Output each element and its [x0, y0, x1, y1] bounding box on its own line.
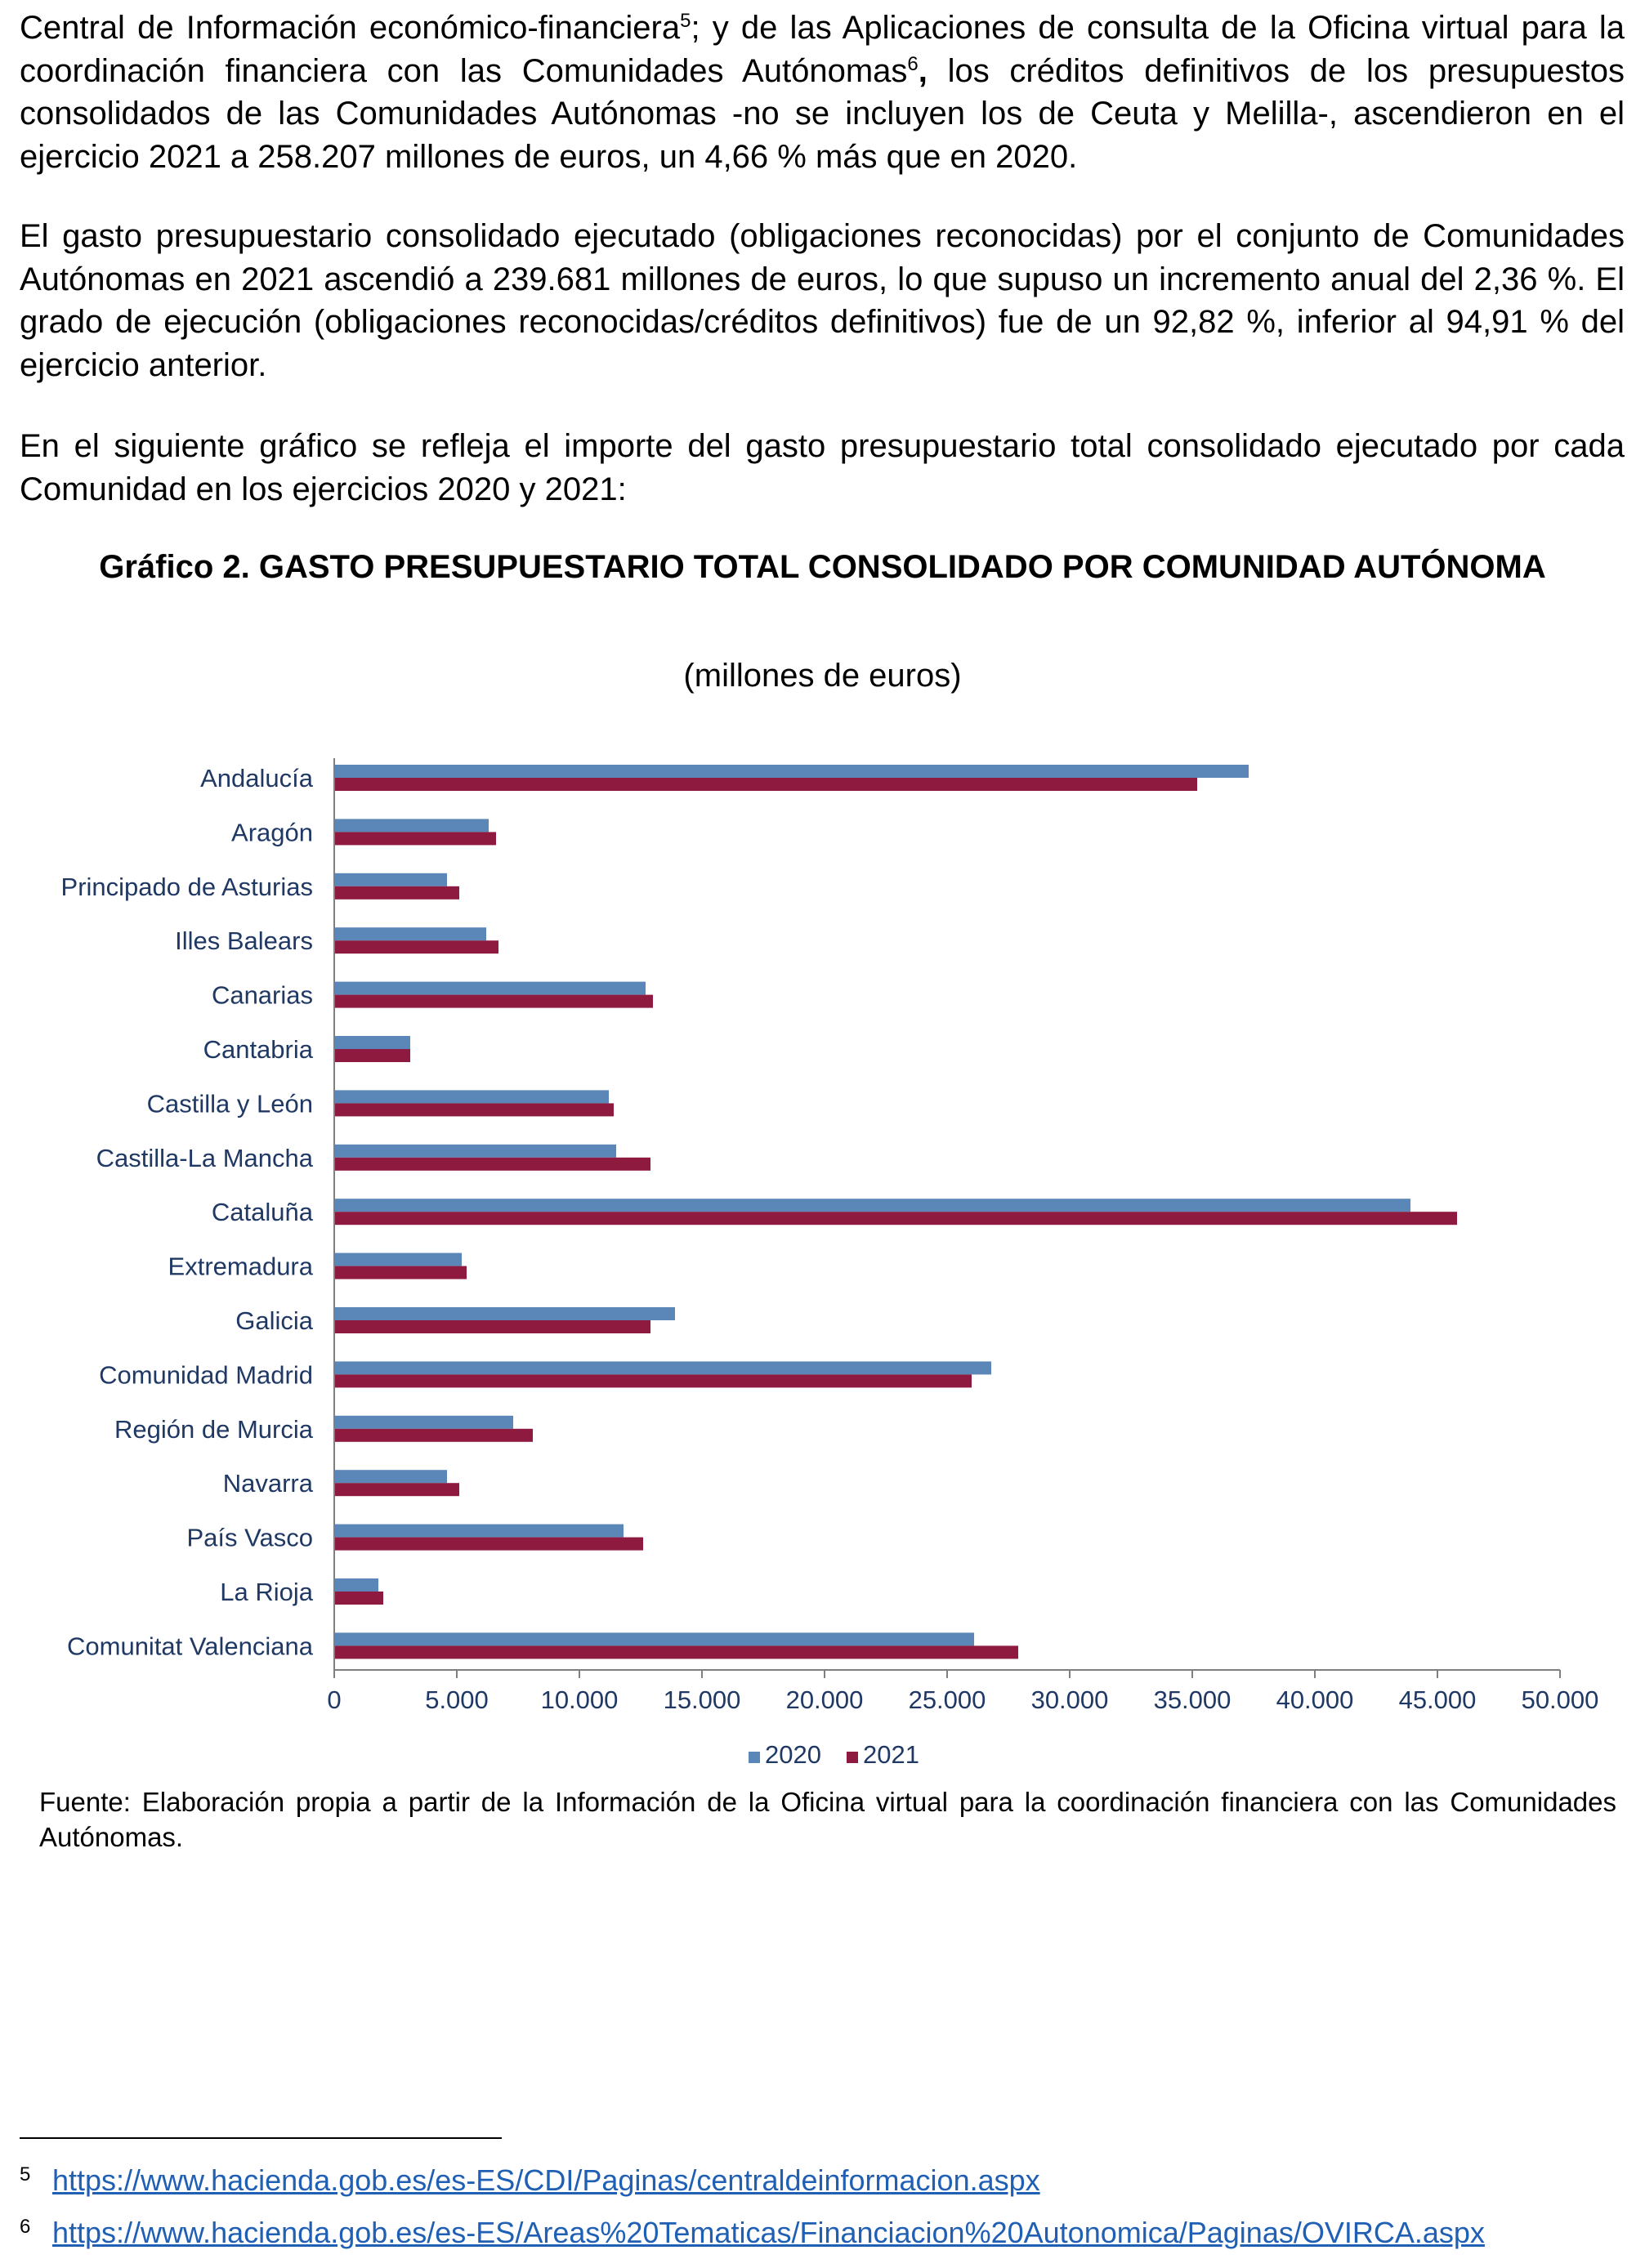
category-label: Castilla y León	[146, 1089, 313, 1118]
category-label: Aragón	[231, 818, 313, 847]
bar-2020	[334, 1253, 462, 1266]
bar-2020	[334, 1578, 378, 1592]
bar-2021	[334, 1158, 650, 1171]
bar-2020	[334, 819, 489, 832]
category-label: Extremadura	[168, 1252, 313, 1281]
paragraph-1	[20, 7, 1625, 178]
bar-2020	[334, 982, 646, 995]
bar-2020	[334, 1307, 675, 1320]
x-tick-label: 20.000	[785, 1685, 864, 1714]
bar-2021	[334, 1429, 533, 1442]
category-label: Illes Balears	[175, 926, 313, 956]
paragraph-1-comma: ,	[918, 52, 928, 89]
bar-2020	[334, 1632, 974, 1645]
x-tick-label: 40.000	[1276, 1685, 1354, 1714]
bar-2021	[334, 1592, 383, 1605]
footnote-ref-5[interactable]: 5	[680, 10, 691, 32]
category-label: País Vasco	[186, 1523, 313, 1552]
bar-2020	[334, 1361, 991, 1374]
bar-2020	[334, 1525, 624, 1538]
bar-2021	[334, 1049, 410, 1062]
bar-chart	[0, 719, 1645, 1781]
footnote-number: 6	[20, 2216, 31, 2238]
category-label: Cantabria	[203, 1035, 313, 1064]
bar-2020	[334, 873, 447, 886]
footnote-6	[20, 2209, 1485, 2251]
bar-2020	[334, 1416, 513, 1429]
bar-2021	[334, 832, 496, 845]
footnote-ref-6[interactable]: 6	[907, 52, 919, 75]
x-tick-label: 0	[327, 1685, 342, 1714]
bar-2020	[334, 1470, 447, 1483]
bar-2021	[334, 940, 498, 953]
category-label: Comunitat Valenciana	[67, 1632, 313, 1661]
x-tick-label: 45.000	[1398, 1685, 1477, 1714]
paragraph-1-text-d: los créditos definitivos de los presupuestos consolidados de las Comunidades Autónomas -no se incluyen los de Ceuta y Melilla-, ascendieron en el ejercicio 2021 a 258.207 millones de euros, un 4,66 % más que en 2020.	[20, 52, 1625, 175]
category-label: Cataluña	[211, 1198, 313, 1227]
legend-swatch-2021	[847, 1752, 858, 1763]
category-label: Andalucía	[200, 764, 313, 792]
x-tick-label: 50.000	[1521, 1685, 1599, 1714]
bar-2021	[334, 995, 653, 1008]
paragraph-1-text-b: ; y de las Aplicaciones de consulta de la Oficina virtual para la coordinación financiera con las Comunidades Autónomas	[20, 10, 1625, 89]
footnote-link[interactable]: https://www.hacienda.gob.es/es-ES/CDI/Paginas/centraldeinformacion.aspx	[52, 2163, 1040, 2197]
chart-subtitle: (millones de euros)	[683, 658, 962, 694]
category-label: Región de Murcia	[114, 1414, 313, 1444]
chart-title: Gráfico 2. GASTO PRESUPUESTARIO TOTAL CONSOLIDADO POR COMUNIDAD AUTÓNOMA	[99, 549, 1546, 585]
category-label: Principado de Asturias	[60, 872, 313, 901]
bar-2021	[334, 886, 459, 900]
legend-swatch-2020	[749, 1752, 760, 1763]
footnote-number: 5	[20, 2163, 31, 2185]
x-tick-label: 15.000	[663, 1685, 741, 1714]
x-tick-label: 5.000	[425, 1685, 489, 1714]
category-label: La Rioja	[220, 1578, 313, 1606]
category-label: Castilla-La Mancha	[96, 1143, 313, 1172]
legend-label-2021: 2021	[863, 1740, 919, 1769]
category-label: Comunidad Madrid	[99, 1360, 313, 1390]
source-note: Fuente: Elaboración propia a partir de la Información de la Oficina virtual para la coordinación financiera con las Comunidades Autónomas.	[39, 1787, 1616, 1852]
paragraph-1-text-a: Central de Información económico-financiera	[20, 10, 681, 46]
category-label: Galicia	[235, 1306, 313, 1335]
category-label: Canarias	[211, 980, 313, 1010]
bar-2020	[334, 1145, 616, 1158]
bar-2021	[334, 1103, 614, 1116]
x-tick-label: 25.000	[908, 1685, 986, 1714]
paragraph-2: El gasto presupuestario consolidado ejecutado (obligaciones reconocidas) por el conjunto de Comunidades Autónomas en 2021 ascendió a 239.681 millones de euros, lo que supuso un incremento anual del 2,36 %. El grado de ejecución (obligaciones reconocidas/créditos definitivos) fue de un 92,82 %, inferior al 94,91 % del ejercicio anterior.	[20, 218, 1625, 383]
bar-2021	[334, 1266, 467, 1279]
x-tick-label: 35.000	[1153, 1685, 1232, 1714]
category-label: Navarra	[222, 1469, 313, 1498]
bar-2020	[334, 765, 1249, 778]
bar-2021	[334, 1320, 650, 1333]
bar-2021	[334, 1483, 459, 1496]
paragraph-3: En el siguiente gráfico se refleja el importe del gasto presupuestario total consolidado ejecutado por cada Comunidad en los ejercicios 2020 y 2021:	[20, 428, 1625, 507]
legend-label-2020: 2020	[765, 1740, 821, 1769]
bar-2021	[334, 1538, 643, 1551]
bar-2021	[334, 1212, 1457, 1225]
x-tick-label: 10.000	[540, 1685, 619, 1714]
bar-2021	[334, 778, 1197, 791]
footnote-link[interactable]: https://www.hacienda.gob.es/es-ES/Areas%20Tematicas/Financiacion%20Autonomica/Paginas/OVIRCA.aspx	[52, 2216, 1485, 2249]
bar-2021	[334, 1374, 972, 1387]
bar-2020	[334, 927, 486, 940]
bar-2021	[334, 1645, 1018, 1659]
bar-2020	[334, 1199, 1410, 1212]
footnote-separator	[20, 2137, 502, 2139]
footnote-5	[20, 2157, 1040, 2199]
x-tick-label: 30.000	[1030, 1685, 1109, 1714]
bar-2020	[334, 1090, 609, 1103]
bar-2020	[334, 1036, 410, 1049]
